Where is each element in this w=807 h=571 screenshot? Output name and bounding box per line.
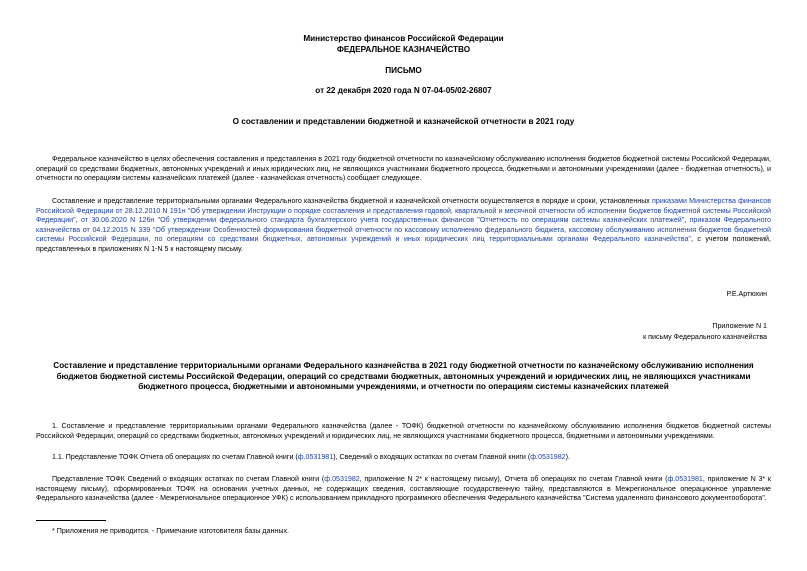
order-339-link[interactable]: приказом Федерального казначейства от 04.12.2015 N 339 "Об утверждении Особенностей формирования бюджетной отчетности по кассовому исполнению федерального бюджета, кассовому обслуживанию исполнения бюджетов бюджетной системы Российской Федерации, по операциям со средствами бюджетных, автономных учреждений и иных юридических лиц территориальными органами Федерального казначейства" xyxy=(36,216,772,244)
appendix-title: Составление и представление территориальными органами Федерального казначейства в 2021 году бюджетной отчетности по казначейскому обслуживанию исполнения бюджетов бюджетной системы Российской Федерации, операций со средствами бюджетных, автономных учреждений и юридических лиц, не являющихся участниками бюджетного процесса, бюджетными и автономными учреждениями, и отчетности по операциям системы казначейских платежей xyxy=(53,361,754,391)
paragraph-2-text-a: Составление и представление территориальными органами Федерального казначейства бюджетной и казначейской отчетности осуществляется в порядке и сроки, установленных xyxy=(52,197,653,205)
order-126n-link[interactable]: от 30.06.2020 N 126н "Об утверждении федерального стандарта бухгалтерского учета государственных финансов "Отчетность по операциям системы казначейских платежей" xyxy=(80,216,685,225)
body-paragraph-2 xyxy=(36,197,771,255)
footnote-divider xyxy=(36,520,106,521)
form-0531981-link-2[interactable]: ф.0531981 xyxy=(667,475,703,483)
paragraph-2-text-c: , xyxy=(684,216,690,225)
detail-text-a: Представление ТОФК Сведений о входящих остатках по счетам Главной книги ( xyxy=(52,475,325,483)
appendix-to-letter: к письму Федерального казначейства xyxy=(643,333,767,341)
paragraph-2-text-d: , с учетом положений, представленных в приложениях N 1-N 5 к настоящему письму. xyxy=(36,235,771,253)
detail-text-c: , приложение N 3* к настоящему письму), сформированных ТОФК на основании учетных данных, не содержащих сведения, составляющие государственную тайну, представляются в Межрегиональное операционное управление Федерального казначейства (далее - Межрегиональное операционное УФК) с использованием прикладного программного обеспечения Федерального казначейства "Система удаленного финансового документооборота". xyxy=(36,475,772,503)
document-type: ПИСЬМО xyxy=(385,66,422,75)
section-1-1-text-b: ), Сведений о входящих остатках по счетам Главной книги ( xyxy=(333,453,531,461)
paragraph-2-text-b: , xyxy=(75,216,81,225)
appendix-label: Приложение N 1 xyxy=(712,322,767,330)
agency-name: ФЕДЕРАЛЬНОЕ КАЗНАЧЕЙСТВО xyxy=(336,45,471,54)
body-paragraph-1: Федеральное казначейство в целях обеспечения составления и представления в 2021 году бюджетной отчетности по казначейскому обслуживанию исполнения бюджетов бюджетной системы Российской Федерации, операций со средствами бюджетных, автономных учреждений и иных юридических лиц, не являющихся участниками бюджетного процесса, бюджетными и автономными учреждениями (далее - бюджетная отчетность), и отчетности по операциям системы казначейских платежей (далее - казначейская отчетность) сообщает следующее. xyxy=(36,155,771,183)
footnote: * Приложения не приводится. - Примечание изготовителя базы данных. xyxy=(52,527,289,535)
section-1-1-text-a: 1.1. Представление ТОФК Отчета об операциях по счетам Главной книги ( xyxy=(52,453,298,461)
detail-text-b: , приложение N 2* к настоящему письму), Отчета об операциях по счетам Главной книги ( xyxy=(359,475,668,483)
form-0531982-link[interactable]: ф.0531982 xyxy=(530,453,566,461)
section-1-1 xyxy=(36,453,771,463)
document-title: О составлении и представлении бюджетной и казначейской отчетности в 2021 году xyxy=(232,117,575,126)
section-1: 1. Составление и представление территориальными органами Федерального казначейства (далее - ТОФК) бюджетной отчетности по казначейскому обслуживанию исполнения бюджетов бюджетной системы Российской Федерации, операций со средствами бюджетных, автономных учреждений и юридических лиц, не являющихся участниками бюджетного процесса, бюджетными и автономными учреждениями. xyxy=(36,422,771,440)
document-date-number: от 22 декабря 2020 года N 07-04-05/02-26807 xyxy=(315,86,492,95)
order-191n-link[interactable]: приказами Министерства финансов Российской Федерации от 28.12.2010 N 191н "Об утверждении Инструкции о порядке составления и представления годовой, квартальной и месячной отчетности об исполнении бюджетов бюджетной системы Российской Федерации" xyxy=(36,197,771,225)
section-1-1-text-c: ). xyxy=(565,453,570,461)
section-1-1-detail xyxy=(36,475,771,504)
form-0531981-link[interactable]: ф.0531981 xyxy=(297,453,334,461)
signature: Р.Е.Артюхин xyxy=(726,290,767,298)
form-0531982-link-2[interactable]: ф.0531982 xyxy=(324,475,360,483)
ministry-name: Министерство финансов Российской Федерации xyxy=(303,34,504,43)
